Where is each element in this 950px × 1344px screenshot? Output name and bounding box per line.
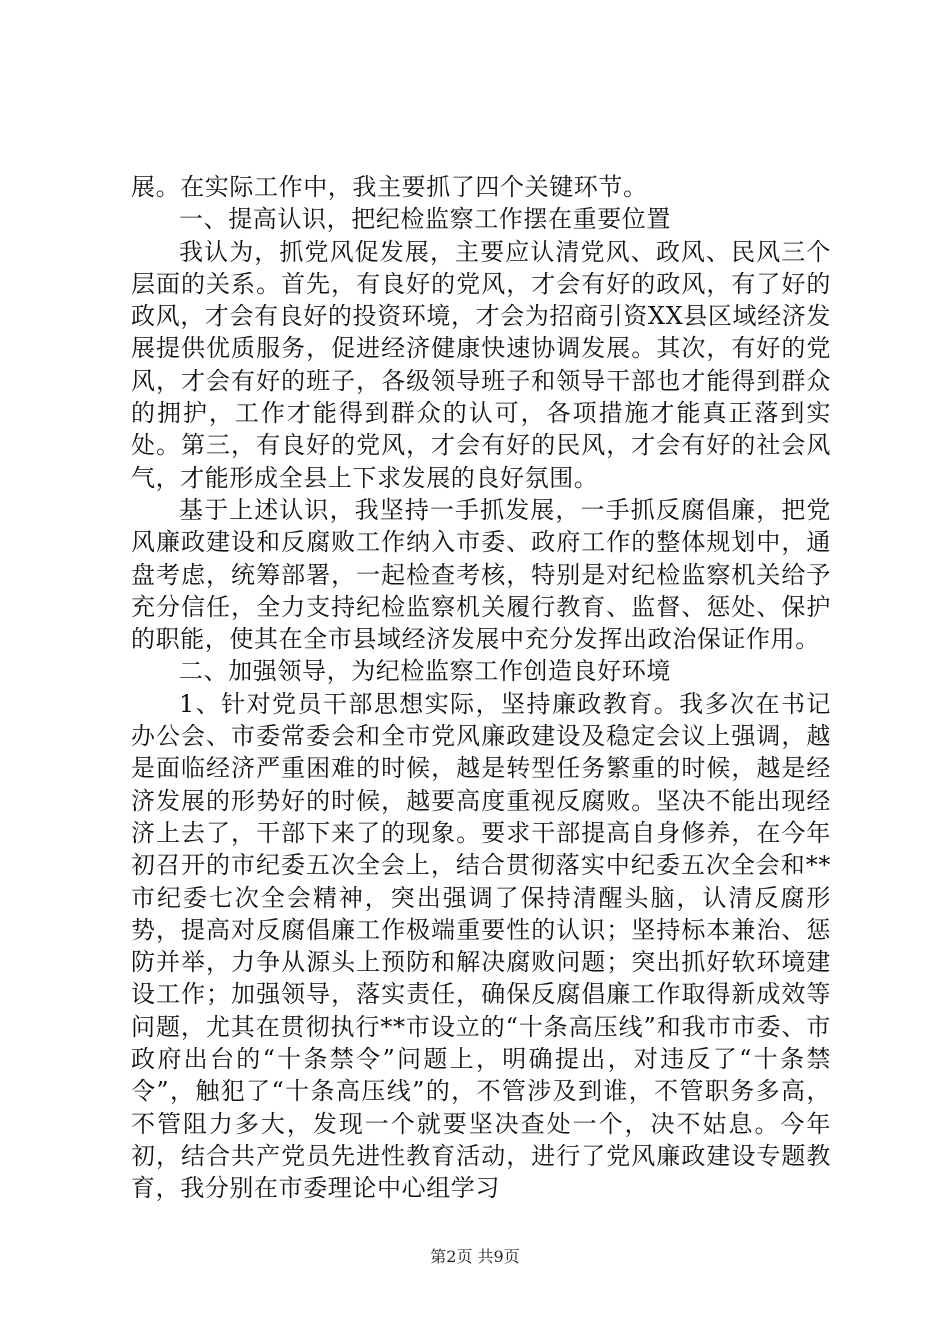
paragraph: 基于上述认识，我坚持一手抓发展，一手抓反腐倡廉，把党风廉政建设和反腐败工作纳入市委、政府工作的整体规划中，通盘考虑，统筹部署，一起检查考核，特别是对纪检监察机关给予充分信任，全力支持纪检监察机关履行教育、监督、惩处、保护的职能，使其在全市县域经济发展中充分发挥出政治保证作用。 [131, 495, 831, 654]
paragraph-continuation: 展。在实际工作中，我主要抓了四个关键环节。 [131, 173, 648, 201]
section-heading-1: 一、提高认识，把纪检监察工作摆在重要位置 [179, 205, 671, 234]
document-body [131, 171, 831, 1205]
section-heading-2: 二、加强领导，为纪检监察工作创造良好环境 [179, 657, 671, 686]
paragraph: 我认为，抓党风促发展，主要应认清党风、政风、民风三个层面的关系。首先，有良好的党风，才会有好的政风，有了好的政风，才会有良好的投资环境，才会为招商引资XX县区域经济发展提供优质服务，促进经济健康快速协调发展。其次，有好的党风，才会有好的班子，各级领导班子和领导干部也才能得到群众的拥护，工作才能得到群众的认可，各项措施才能真正落到实处。第三，有良好的党风，才会有好的民风，才会有好的社会风气，才能形成全县上下求发展的良好氛围。 [131, 237, 831, 492]
paragraph: 1、针对党员干部思想实际，坚持廉政教育。我多次在书记办公会、市委常委会和全市党风廉政建设及稳定会议上强调，越是面临经济严重困难的时候，越是转型任务繁重的时候，越是经济发展的形势好的时候，越要高度重视反腐败。坚决不能出现经济上去了，干部下来了的现象。要求干部提高自身修养，在今年初召开的市纪委五次全会上，结合贯彻落实中纪委五次全会和**市纪委七次全会精神，突出强调了保持清醒头脑，认清反腐形势，提高对反腐倡廉工作极端重要性的认识；坚持标本兼治、惩防并举，力争从源头上预防和解决腐败问题；突出抓好软环境建设工作；加强领导，落实责任，确保反腐倡廉工作取得新成效等问题，尤其在贯彻执行**市设立的“十条高压线”和我市市委、市政府出台的“十条禁令”问题上，明确提出，对违反了“十条禁令”，触犯了“十条高压线”的，不管涉及到谁，不管职务多高，不管阻力多大，发现一个就要坚决查处一个，决不姑息。今年初，结合共产党员先进性教育活动，进行了党风廉政建设专题教育，我分别在市委理论中心组学习 [131, 689, 831, 1203]
page-number-footer: 第2页 共9页 [430, 1247, 520, 1266]
